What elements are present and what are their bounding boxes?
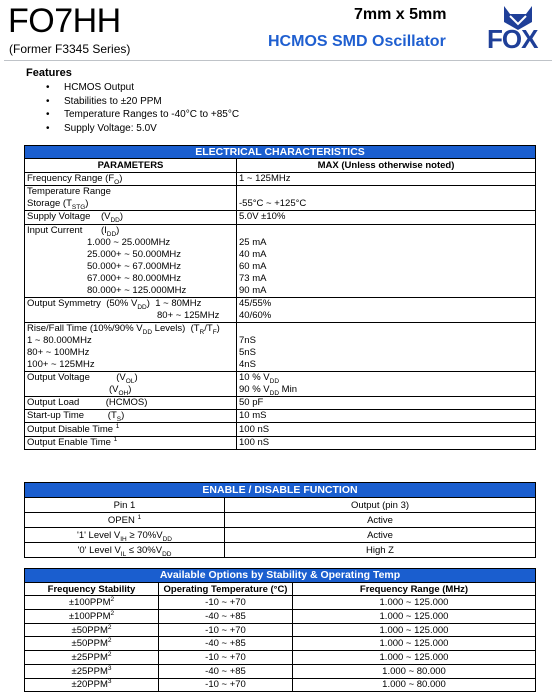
- table-row: [25, 651, 536, 665]
- temperature-cell: -10 ~ +70: [159, 651, 293, 665]
- feature-item: • Supply Voltage: 5.0V: [46, 122, 239, 136]
- features-title: Features: [26, 67, 72, 79]
- table-row: [25, 297, 536, 322]
- pin-state: '1' Level $V_{IH} \ge 70\%V_{DD}$: [25, 528, 225, 543]
- range-cell: 1.000 ~ 125.000: [293, 623, 536, 637]
- product-subtitle: HCMOS SMD Oscillator: [268, 33, 446, 50]
- param-value: 50 pF: [237, 396, 536, 409]
- feature-item: • Temperature Ranges to -40°C to +85°C: [46, 108, 239, 122]
- table-row: [25, 678, 536, 692]
- table-row: [25, 322, 536, 371]
- col-pin1: Pin 1: [25, 498, 225, 513]
- param-label: Start-up Time $(T_S)$: [25, 409, 237, 422]
- temperature-cell: -10 ~ +70: [159, 596, 293, 610]
- param-value: 100 nS: [237, 436, 536, 449]
- table-row: [25, 528, 536, 543]
- col-parameters: PARAMETERS: [25, 159, 237, 172]
- table-row: [25, 172, 536, 185]
- range-cell: 1.000 ~ 125.000: [293, 596, 536, 610]
- table-row: [25, 596, 536, 610]
- enable-disable-table: [24, 482, 536, 558]
- stability-cell: $\pm 50PPM^2$: [25, 623, 159, 637]
- table-row: [25, 623, 536, 637]
- output-state: Active: [225, 528, 536, 543]
- col-output: Output (pin 3): [225, 498, 536, 513]
- temperature-cell: -10 ~ +70: [159, 678, 293, 692]
- param-label: Output Disable Time $^1$: [25, 423, 237, 436]
- stability-cell: $\pm 100PPM^2$: [25, 610, 159, 624]
- param-value: 45/55% 40/60%: [237, 297, 536, 322]
- param-label: Output Symmetry (50% $V_{DD}$) 1 ~ 80MHz 80+ ~ 125MHz: [25, 297, 237, 322]
- features-list: [46, 81, 239, 135]
- param-value: 7nS 5nS 4nS: [237, 322, 536, 371]
- temperature-cell: -10 ~ +70: [159, 623, 293, 637]
- param-label: Temperature Range Storage $(T_{STG})$: [25, 186, 237, 211]
- options-table: [24, 568, 536, 692]
- table-row: [25, 543, 536, 558]
- temperature-cell: -40 ~ +85: [159, 610, 293, 624]
- param-value: -55°C ~ +125°C: [237, 186, 536, 211]
- col-stability: Frequency Stability: [25, 582, 159, 596]
- options-title: Available Options by Stability & Operating Temp: [25, 569, 536, 583]
- param-label: Frequency Range $(F_O)$: [25, 172, 237, 185]
- temperature-cell: -40 ~ +85: [159, 637, 293, 651]
- table-row: [25, 637, 536, 651]
- page-header: [0, 0, 560, 62]
- table-row: [25, 436, 536, 449]
- range-cell: 1.000 ~ 80.000: [293, 664, 536, 678]
- param-label: Rise/Fall Time (10%/90% $V_{DD}$ Levels) $(T_R/T_F)$ 1 ~ 80.000MHz 80+ ~ 100MHz 100+ ~ 125MHz: [25, 322, 237, 371]
- output-state: High Z: [225, 543, 536, 558]
- stability-cell: $\pm 25PPM^3$: [25, 664, 159, 678]
- range-cell: 1.000 ~ 125.000: [293, 610, 536, 624]
- param-value: 25 mA 40 mA 60 mA 73 mA 90 mA: [237, 224, 536, 297]
- temperature-cell: -40 ~ +85: [159, 664, 293, 678]
- table-row: [25, 371, 536, 396]
- stability-cell: $\pm 25PPM^2$: [25, 651, 159, 665]
- param-value: 10 % $V_{DD}$ 90 % $V_{DD}$ Min: [237, 371, 536, 396]
- col-temperature: Operating Temperature (°C): [159, 582, 293, 596]
- former-series: (Former F3345 Series): [9, 42, 131, 56]
- feature-item: • HCMOS Output: [46, 81, 239, 95]
- electrical-title: ELECTRICAL CHARACTERISTICS: [25, 146, 536, 159]
- table-row: [25, 186, 536, 211]
- col-frequency-range: Frequency Range (MHz): [293, 582, 536, 596]
- range-cell: 1.000 ~ 80.000: [293, 678, 536, 692]
- dimensions: 7mm x 5mm: [354, 6, 447, 23]
- range-cell: 1.000 ~ 125.000: [293, 651, 536, 665]
- param-value: 100 nS: [237, 423, 536, 436]
- table-row: [25, 224, 536, 297]
- table-row: [25, 409, 536, 422]
- stability-cell: $\pm 50PPM^2$: [25, 637, 159, 651]
- param-label: Input Current $(I_{DD})$ 1.000 ~ 25.000MHz 25.000+ ~ 50.000MHz 50.000+ ~ 67.000MHz 67.000+ ~ 80.000MHz 80.000+ ~ 125.000MHz: [25, 224, 237, 297]
- table-row: [25, 513, 536, 528]
- features-section: [26, 67, 239, 135]
- table-row: [25, 664, 536, 678]
- pin-state: OPEN $^1$: [25, 513, 225, 528]
- logo-text: FOX: [487, 24, 538, 54]
- param-label: Output Voltage $(V_{OL})$ $(V_{OH})$: [25, 371, 237, 396]
- table-row: [25, 610, 536, 624]
- stability-cell: $\pm 20PPM^3$: [25, 678, 159, 692]
- col-max: MAX (Unless otherwise noted): [237, 159, 536, 172]
- range-cell: 1.000 ~ 125.000: [293, 637, 536, 651]
- pin-state: '0' Level $V_{IL} \le 30\%V_{DD}$: [25, 543, 225, 558]
- electrical-characteristics-table: [24, 145, 536, 450]
- table-row: [25, 396, 536, 409]
- header-divider: [4, 60, 552, 61]
- param-value: 5.0V ±10%: [237, 211, 536, 224]
- table-row: [25, 423, 536, 436]
- enable-disable-title: ENABLE / DISABLE FUNCTION: [25, 483, 536, 498]
- param-label: Output Load (HCMOS): [25, 396, 237, 409]
- param-label: Output Enable Time $^1$: [25, 436, 237, 449]
- param-value: 10 mS: [237, 409, 536, 422]
- model-title: FO7HH: [8, 2, 121, 40]
- param-label: Supply Voltage $(V_{DD})$: [25, 211, 237, 224]
- output-state: Active: [225, 513, 536, 528]
- table-row: [25, 211, 536, 224]
- param-value: 1 ~ 125MHz: [237, 172, 536, 185]
- stability-cell: $\pm 100PPM^2$: [25, 596, 159, 610]
- feature-item: • Stabilities to ±20 PPM: [46, 95, 239, 109]
